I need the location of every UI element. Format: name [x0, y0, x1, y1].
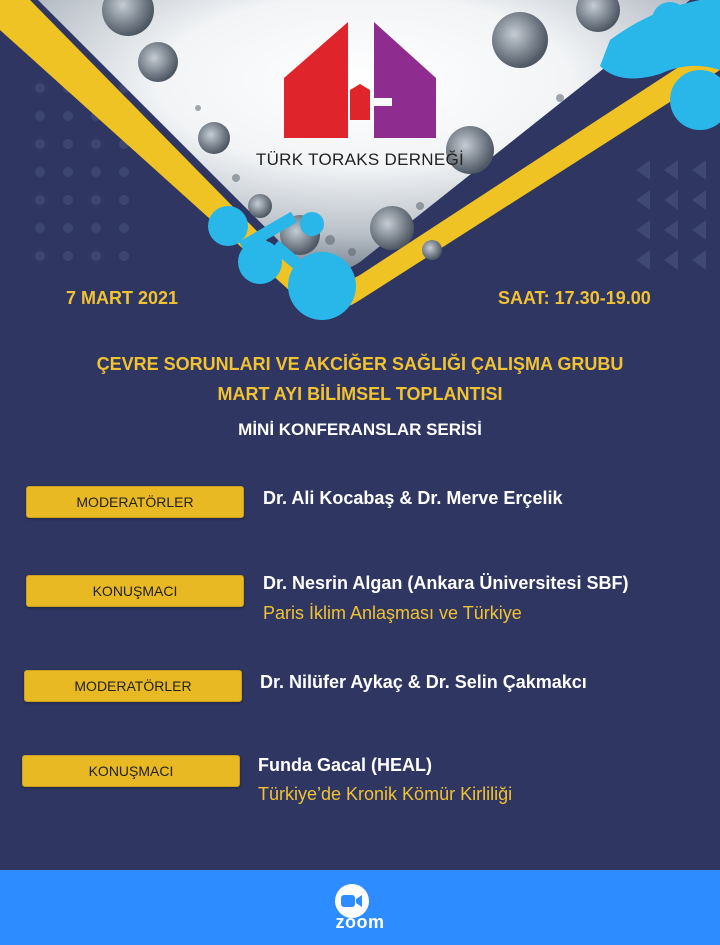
- moderator-names: Dr. Nilüfer Aykaç & Dr. Selin Çakmakcı: [260, 672, 587, 692]
- logo-red-heart: [350, 84, 370, 120]
- event-subtitle: MİNİ KONFERANSLAR SERİSİ: [238, 420, 482, 439]
- event-title-line1: ÇEVRE SORUNLARI VE AKCİĞER SAĞLIĞI ÇALIŞMA GRUBU: [96, 354, 624, 374]
- speaker-topic: Paris İklim Anlaşması ve Türkiye: [263, 603, 522, 623]
- zoom-wordmark: zoom: [335, 912, 385, 932]
- role-label-speaker: KONUŞMACI: [22, 755, 240, 787]
- triangle-pattern-right: [636, 160, 706, 270]
- event-time: SAAT: 17.30-19.00: [498, 288, 651, 308]
- moderator-names: Dr. Ali Kocabaş & Dr. Merve Erçelik: [263, 488, 563, 508]
- speaker-name: Funda Gacal (HEAL): [258, 755, 433, 775]
- role-label-moderators: MODERATÖRLER: [26, 486, 244, 518]
- event-date: 7 MART 2021: [66, 288, 179, 308]
- logo-purple-shape: [374, 22, 436, 138]
- logo-red-shape: [284, 22, 348, 138]
- role-label-speaker: KONUŞMACI: [26, 575, 244, 607]
- organization-name: TÜRK TORAKS DERNEĞİ: [255, 150, 465, 169]
- turk-toraks-logo: [276, 16, 446, 146]
- speaker-topic: Türkiye’de Kronik Kömür Kirliliği: [258, 784, 513, 804]
- event-title-line2: MART AYI BİLİMSEL TOPLANTISI: [217, 384, 503, 404]
- role-label-moderators: MODERATÖRLER: [24, 670, 242, 702]
- speaker-name: Dr. Nesrin Algan (Ankara Üniversitesi SBF): [263, 573, 629, 593]
